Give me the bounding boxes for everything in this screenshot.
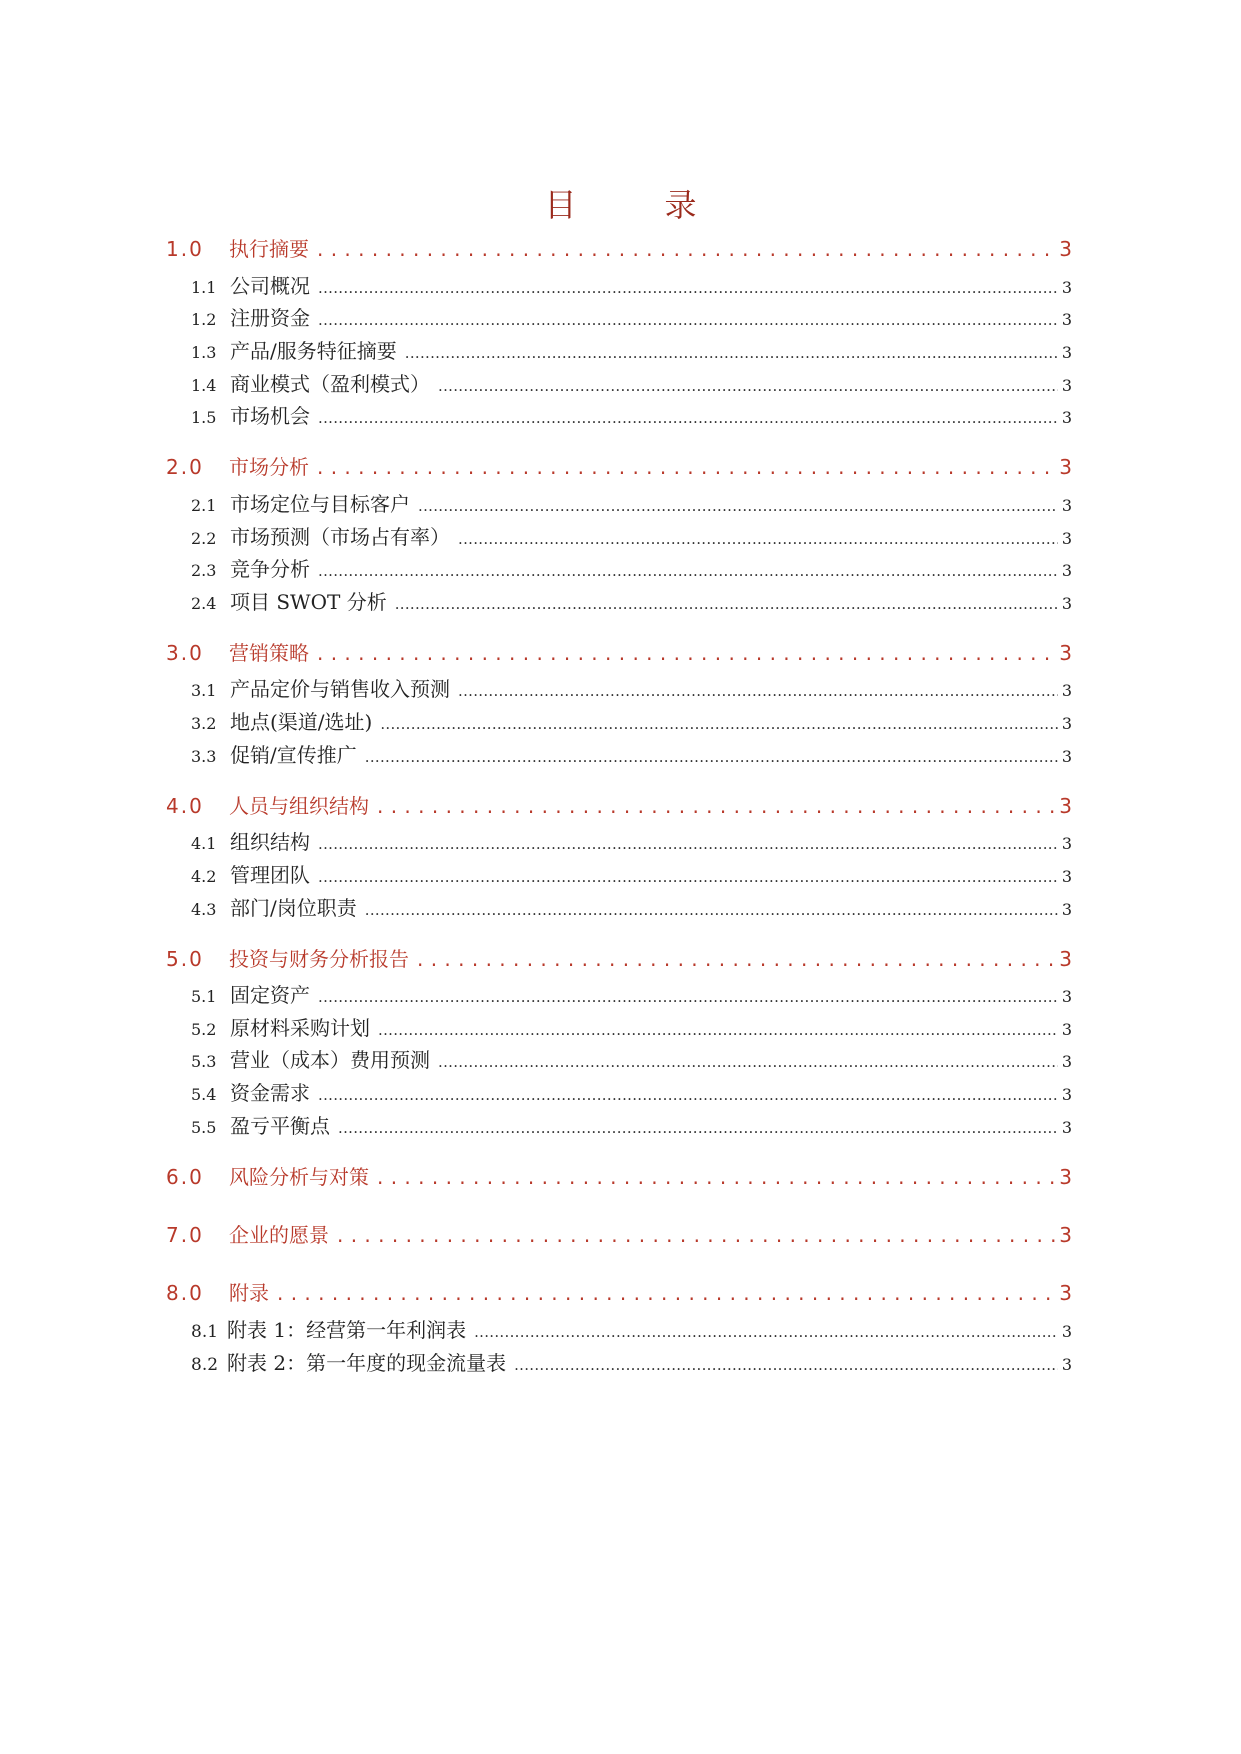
toc-label: 地点(渠道/选址) bbox=[230, 710, 373, 734]
toc-entry-2-3[interactable] bbox=[166, 553, 1072, 583]
toc-entry-3-2[interactable] bbox=[166, 706, 1072, 736]
toc-page-number: 3 bbox=[1061, 1355, 1072, 1374]
toc-page-number: 3 bbox=[1061, 594, 1072, 613]
toc-entry-1-0[interactable] bbox=[166, 233, 1072, 263]
toc-number: 8.0 bbox=[166, 1281, 204, 1305]
toc-label: 注册资金 bbox=[230, 306, 310, 330]
toc-label: 产品/服务特征摘要 bbox=[230, 339, 397, 363]
toc-entry-1-2[interactable] bbox=[166, 302, 1072, 332]
toc-label: 营销策略 bbox=[229, 641, 309, 665]
toc-number: 5.5 bbox=[191, 1118, 217, 1137]
toc-label: 附表 2：第一年度的现金流量表 bbox=[227, 1351, 507, 1375]
toc-leader bbox=[417, 947, 1055, 971]
toc-number: 5.1 bbox=[191, 987, 217, 1006]
toc-leader bbox=[277, 1281, 1055, 1305]
toc-leader bbox=[317, 641, 1055, 665]
toc-number: 8.2 bbox=[191, 1355, 219, 1375]
toc-number: 4.3 bbox=[191, 900, 217, 919]
toc-leader bbox=[317, 455, 1055, 479]
toc-leader bbox=[418, 492, 1058, 516]
toc-page-number: 3 bbox=[1059, 947, 1072, 971]
toc-label: 竞争分析 bbox=[230, 557, 310, 581]
toc-label: 风险分析与对策 bbox=[229, 1165, 369, 1189]
toc-page-number: 3 bbox=[1061, 278, 1072, 297]
toc-leader bbox=[318, 983, 1058, 1007]
toc-leader bbox=[377, 794, 1055, 818]
toc-label: 投资与财务分析报告 bbox=[229, 947, 409, 971]
toc-page-number: 3 bbox=[1061, 987, 1072, 1006]
toc-entry-5-4[interactable] bbox=[166, 1077, 1072, 1107]
toc-leader bbox=[438, 372, 1058, 396]
toc-entry-1-5[interactable] bbox=[166, 400, 1072, 430]
toc-page-number: 3 bbox=[1059, 1281, 1072, 1305]
toc-number: 2.4 bbox=[191, 594, 217, 613]
toc-entry-5-2[interactable] bbox=[166, 1012, 1072, 1042]
toc-page-number: 3 bbox=[1059, 237, 1072, 261]
toc-number: 1.0 bbox=[166, 237, 204, 261]
toc-page-number: 3 bbox=[1061, 681, 1072, 700]
toc-leader bbox=[317, 237, 1055, 261]
toc-leader bbox=[458, 677, 1058, 701]
toc-entry-3-0[interactable] bbox=[166, 637, 1072, 667]
toc-number: 5.3 bbox=[191, 1052, 217, 1071]
toc-entry-2-1[interactable] bbox=[166, 488, 1072, 518]
toc-leader bbox=[318, 863, 1058, 887]
toc-number: 4.2 bbox=[191, 867, 217, 886]
toc-label: 固定资产 bbox=[230, 983, 310, 1007]
toc-page-number: 3 bbox=[1061, 1322, 1072, 1341]
toc-leader bbox=[474, 1318, 1058, 1342]
toc-leader bbox=[318, 557, 1058, 581]
toc-page-number: 3 bbox=[1061, 867, 1072, 886]
toc-entry-5-3[interactable] bbox=[166, 1044, 1072, 1074]
toc-page-number: 3 bbox=[1061, 1118, 1072, 1137]
toc-number: 2.0 bbox=[166, 455, 204, 479]
toc-number: 7.0 bbox=[166, 1223, 204, 1247]
toc-number: 3.2 bbox=[191, 714, 217, 733]
toc-entry-4-0[interactable] bbox=[166, 790, 1072, 820]
toc-page-number: 3 bbox=[1061, 1052, 1072, 1071]
toc-label: 资金需求 bbox=[230, 1081, 310, 1105]
toc-entry-4-2[interactable] bbox=[166, 859, 1072, 889]
toc-leader bbox=[318, 306, 1058, 330]
toc-leader bbox=[338, 1114, 1058, 1138]
toc-leader bbox=[438, 1048, 1058, 1072]
toc-number: 6.0 bbox=[166, 1165, 204, 1189]
toc-number: 5.0 bbox=[166, 947, 204, 971]
toc-leader bbox=[514, 1351, 1058, 1375]
toc-page-number: 3 bbox=[1061, 376, 1072, 395]
toc-page-number: 3 bbox=[1061, 561, 1072, 580]
toc-leader bbox=[405, 339, 1058, 363]
toc-entry-3-1[interactable] bbox=[166, 673, 1072, 703]
toc-label: 原材料采购计划 bbox=[230, 1016, 370, 1040]
toc-label: 市场预测（市场占有率） bbox=[230, 525, 450, 549]
toc-page-number: 3 bbox=[1061, 1085, 1072, 1104]
toc-label: 公司概况 bbox=[230, 274, 310, 298]
toc-entry-8-2[interactable] bbox=[166, 1347, 1072, 1377]
toc-label: 商业模式（盈利模式） bbox=[230, 372, 430, 396]
toc-page-number: 3 bbox=[1061, 496, 1072, 515]
toc-label: 管理团队 bbox=[230, 863, 310, 887]
toc-number: 2.2 bbox=[191, 529, 217, 548]
toc-number: 3.0 bbox=[166, 641, 204, 665]
toc-entry-6-0[interactable] bbox=[166, 1161, 1072, 1191]
toc-number: 2.1 bbox=[191, 496, 217, 515]
toc-label: 项目 SWOT 分析 bbox=[230, 590, 387, 614]
toc-entry-5-0[interactable] bbox=[166, 943, 1072, 973]
toc-leader bbox=[395, 590, 1058, 614]
page-title: 目 录 bbox=[544, 186, 725, 224]
toc-label: 执行摘要 bbox=[229, 237, 309, 261]
toc-page-number: 3 bbox=[1059, 1223, 1072, 1247]
toc-entry-1-4[interactable] bbox=[166, 368, 1072, 398]
toc-leader bbox=[318, 1081, 1058, 1105]
toc-entry-2-4[interactable] bbox=[166, 586, 1072, 616]
toc-leader bbox=[377, 1165, 1055, 1189]
toc-leader bbox=[318, 830, 1058, 854]
toc-label: 产品定价与销售收入预测 bbox=[230, 677, 450, 701]
toc-number: 3.3 bbox=[191, 747, 217, 766]
toc-label: 市场机会 bbox=[230, 404, 310, 428]
toc-entry-4-3[interactable] bbox=[166, 892, 1072, 922]
toc-page-number: 3 bbox=[1061, 343, 1072, 362]
toc-page-number: 3 bbox=[1061, 747, 1072, 766]
toc-entry-1-1[interactable] bbox=[166, 270, 1072, 300]
toc-label: 市场定位与目标客户 bbox=[230, 492, 410, 516]
toc-number: 4.1 bbox=[191, 834, 217, 853]
toc-page-number: 3 bbox=[1061, 900, 1072, 919]
toc-page-number: 3 bbox=[1061, 834, 1072, 853]
toc-page-number: 3 bbox=[1059, 455, 1072, 479]
toc-page-number: 3 bbox=[1061, 310, 1072, 329]
toc-leader bbox=[378, 1016, 1058, 1040]
toc-leader bbox=[365, 896, 1058, 920]
toc-leader bbox=[458, 525, 1058, 549]
toc-entry-4-1[interactable] bbox=[166, 826, 1072, 856]
toc-label: 企业的愿景 bbox=[229, 1223, 329, 1247]
toc-label: 促销/宣传推广 bbox=[230, 743, 357, 767]
toc-entry-1-3[interactable] bbox=[166, 335, 1072, 365]
toc-number: 1.2 bbox=[191, 310, 217, 329]
toc-page-number: 3 bbox=[1061, 1020, 1072, 1039]
toc-leader bbox=[337, 1223, 1055, 1247]
toc-number: 1.5 bbox=[191, 408, 217, 427]
toc-entry-5-5[interactable] bbox=[166, 1110, 1072, 1140]
toc-label: 附表 1：经营第一年利润表 bbox=[227, 1318, 467, 1342]
toc-number: 4.0 bbox=[166, 794, 204, 818]
toc-number: 3.1 bbox=[191, 681, 217, 700]
toc-number: 8.1 bbox=[191, 1322, 219, 1342]
toc-entry-5-1[interactable] bbox=[166, 979, 1072, 1009]
toc-number: 1.4 bbox=[191, 376, 217, 395]
toc-entry-8-1[interactable] bbox=[166, 1314, 1072, 1344]
toc-entry-7-0[interactable] bbox=[166, 1219, 1072, 1249]
toc-label: 市场分析 bbox=[229, 455, 309, 479]
toc-number: 1.3 bbox=[191, 343, 217, 362]
toc-number: 1.1 bbox=[191, 278, 217, 297]
toc-leader bbox=[318, 274, 1058, 298]
toc-number: 2.3 bbox=[191, 561, 217, 580]
toc-page-number: 3 bbox=[1059, 1165, 1072, 1189]
toc-entry-2-2[interactable] bbox=[166, 521, 1072, 551]
toc-page-number: 3 bbox=[1059, 794, 1072, 818]
toc-page-number: 3 bbox=[1059, 641, 1072, 665]
toc-leader bbox=[365, 743, 1058, 767]
toc-leader bbox=[380, 710, 1057, 734]
toc-page-number: 3 bbox=[1061, 529, 1072, 548]
toc-number: 5.2 bbox=[191, 1020, 217, 1039]
toc-entry-3-3[interactable] bbox=[166, 739, 1072, 769]
toc-label: 组织结构 bbox=[230, 830, 310, 854]
toc-label: 盈亏平衡点 bbox=[230, 1114, 330, 1138]
toc-entry-2-0[interactable] bbox=[166, 451, 1072, 481]
toc-leader bbox=[318, 404, 1058, 428]
toc-label: 营业（成本）费用预测 bbox=[230, 1048, 430, 1072]
toc-entry-8-0[interactable] bbox=[166, 1277, 1072, 1307]
toc-label: 附录 bbox=[229, 1281, 269, 1305]
toc-page-number: 3 bbox=[1061, 408, 1072, 427]
toc-label: 部门/岗位职责 bbox=[230, 896, 357, 920]
toc-number: 5.4 bbox=[191, 1085, 217, 1104]
toc-label: 人员与组织结构 bbox=[229, 794, 369, 818]
toc-page-number: 3 bbox=[1061, 714, 1072, 733]
